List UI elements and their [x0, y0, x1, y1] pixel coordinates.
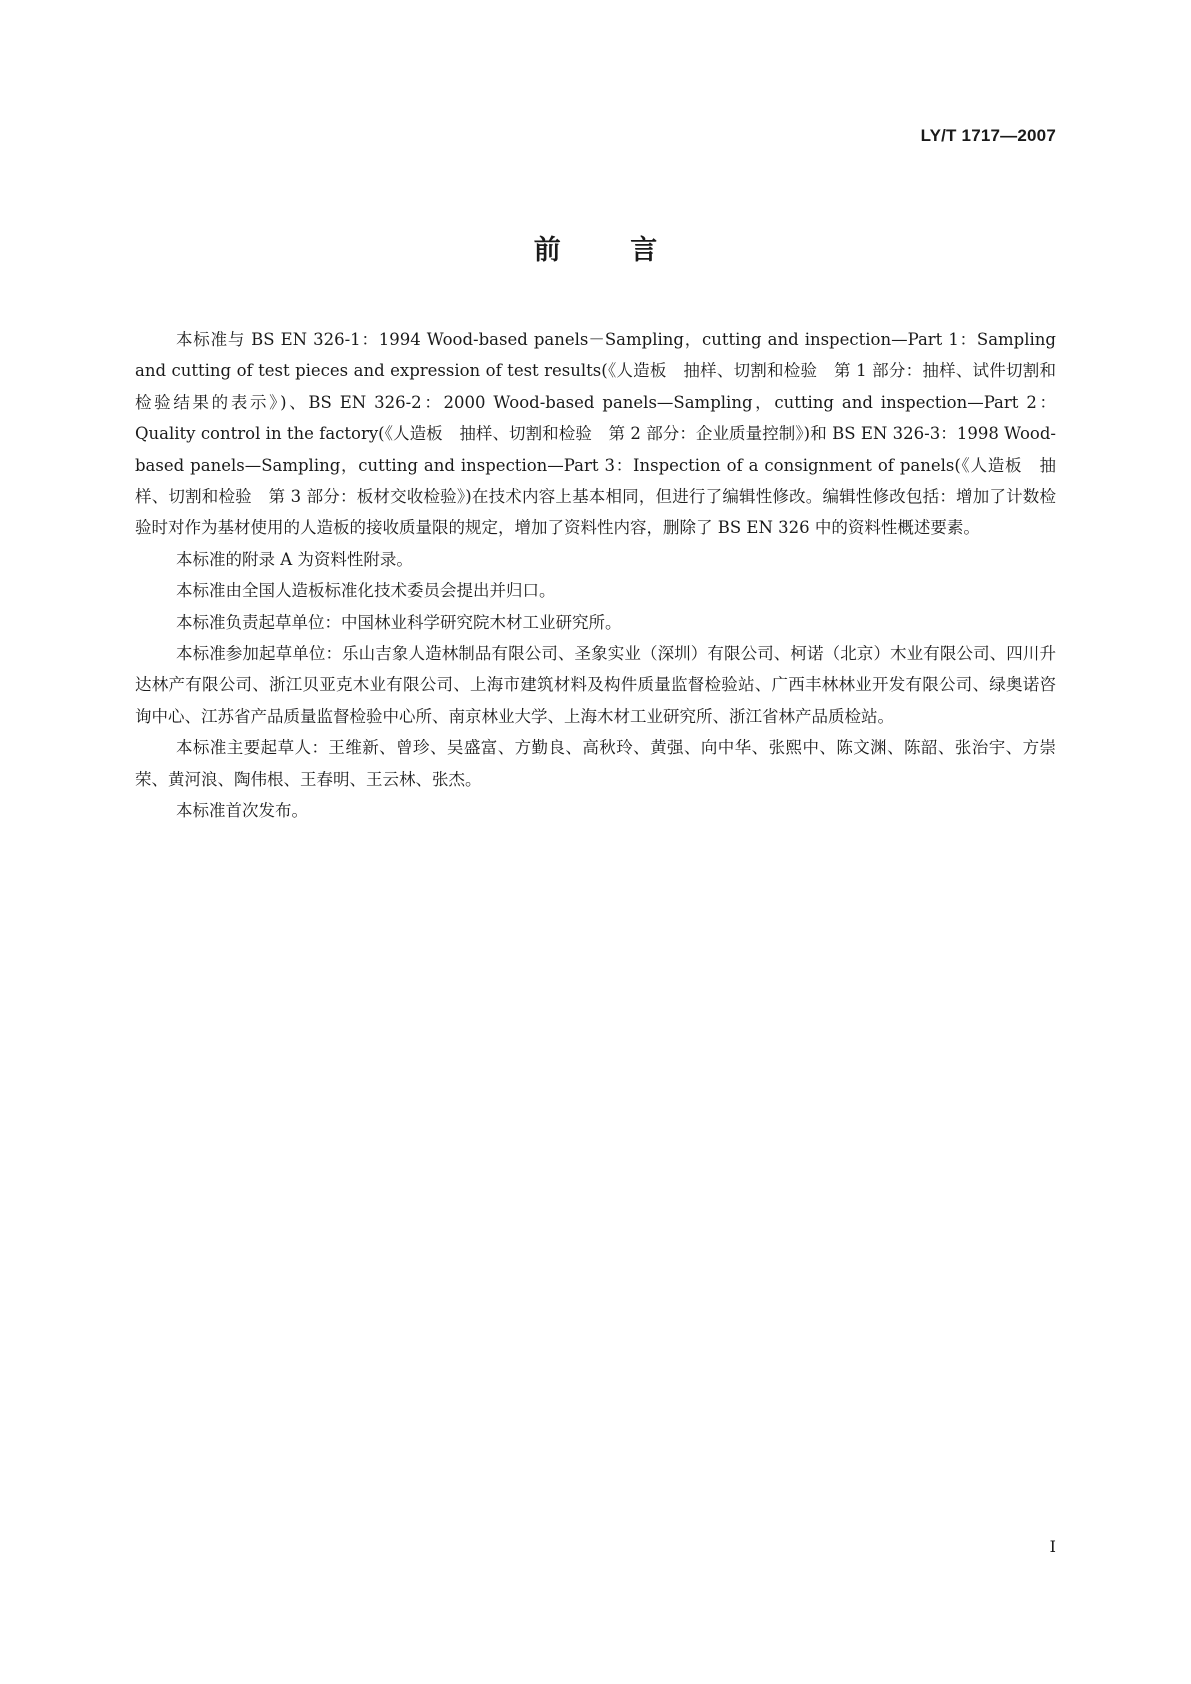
paragraph-proposer: 本标准由全国人造板标准化技术委员会提出并归口。: [176, 581, 556, 601]
page-title: 前 言: [533, 235, 688, 266]
paragraph-participating-drafters: 本标准参加起草单位：乐山吉象人造林制品有限公司、圣象实业（深圳）有限公司、柯诺（北京）木业有限公司、四川升达林产有限公司、浙江贝亚克木业有限公司、上海市建筑材料及构件质量监督检验站、广西丰林林业开发有限公司、绿奥诺咨询中心、江苏省产品质量监督检验中心所、南京林业大学、上海木材工业研究所、浙江省林产品质检站。: [135, 644, 1056, 726]
paragraph-main-drafters: 本标准主要起草人：王维新、曾珍、吴盛富、方勤良、高秋玲、黄强、向中华、张熙中、陈文渊、陈韶、张治宇、方崇荣、黄河浪、陶伟根、王春明、王云林、张杰。: [135, 738, 1056, 789]
foreword-body: [135, 324, 1056, 827]
document-code: LY/T 1717—2007: [920, 126, 1056, 145]
paragraph-first-release: 本标准首次发布。: [176, 801, 308, 821]
paragraph-equivalence: 本标准与 BS EN 326-1：1994 Wood-based panels－Sampling，cutting and inspection—Part 1：Sampling and cutting of test pieces and expression of test results(《人造板 抽样、切割和检验 第 1 部分：抽样、试件切割和检验结果的表示》)、BS EN 326-2：2000 Wood-based panels—Sampling，cutting and inspection—Part 2：Quality control in the factory(《人造板 抽样、切割和检验 第 2 部分：企业质量控制》)和 BS EN 326-3：1998 Wood-based panels—Sampling，cutting and inspection—Part 3：Inspection of a consignment of panels(《人造板 抽样、切割和检验 第 3 部分：板材交收检验》)在技术内容上基本相同，但进行了编辑性修改。编辑性修改包括：增加了计数检验时对作为基材使用的人造板的接收质量限的规定，增加了资料性内容，删除了 BS EN 326 中的资料性概述要素。: [135, 330, 1056, 538]
paragraph-annex: 本标准的附录 A 为资料性附录。: [176, 549, 413, 569]
paragraph-lead-drafter: 本标准负责起草单位：中国林业科学研究院木材工业研究所。: [176, 612, 622, 632]
page-number: I: [1049, 1537, 1056, 1556]
